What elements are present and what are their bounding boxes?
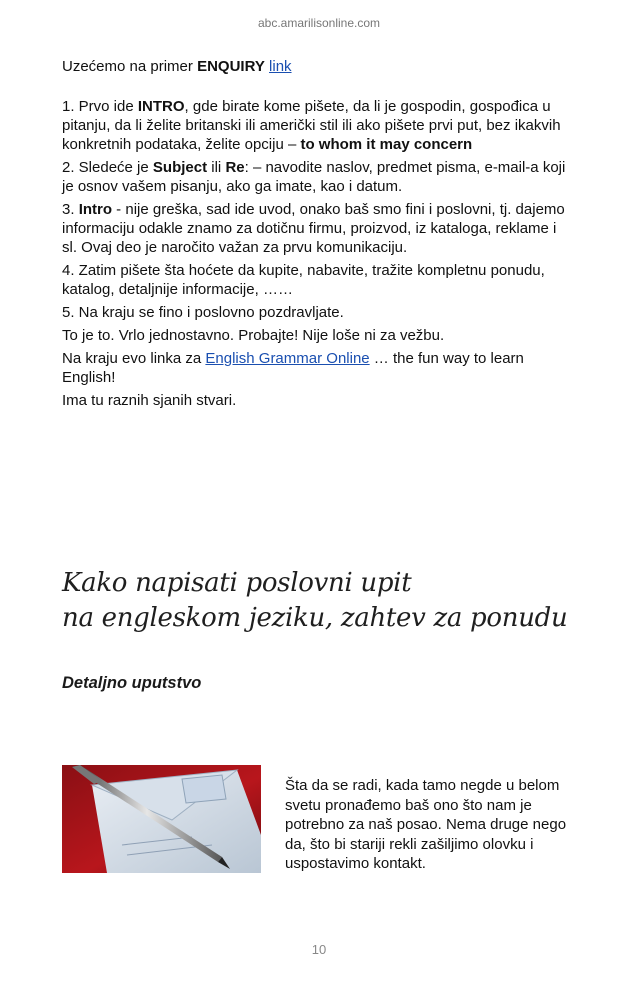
closing-line: To je to. Vrlo jednostavno. Probajte! Nije loše ni za vežbu. [62,327,445,344]
lead-line [62,58,292,75]
section-title-line-2: na engleskom jeziku, zahtev za ponudu [62,603,568,633]
english-grammar-online-link[interactable]: English Grammar Online [205,350,370,367]
page-number: 10 [311,942,327,957]
step-5: 5. Na kraju se fino i poslovno pozdravljate. [62,304,344,321]
section-intro-text: Šta da se radi, kada tamo negde u belom svetu pronađemo baš ono što nam je potrebno za naš posao. Nema druge nego da, što bi stariji rekli zašiljimo olovku i uspostavimo kontakt. [285,777,567,872]
lead-text: Uzećemo na primer [62,58,193,75]
grammar-link-line: Na kraju evo linka za English Grammar Online … the fun way to learn English! [62,350,524,386]
step-4: 4. Zatim pišete šta hoćete da kupite, nabavite, tražite kompletnu ponudu, katalog, detaljnije informacije, …… [62,262,545,298]
step-3: 3. Intro - nije greška, sad ide uvod, onako baš smo fini i poslovni, tj. dajemo informaciju odakle znamo za dotičnu firmu, proizvod, iz kataloga, reklame i sl. Ovaj deo je naročito važan za prvu komunikaciju. [62,201,565,256]
section-title-line-1: Kako napisati poslovni upit [62,568,412,598]
lead-bold-word: ENQUIRY [197,58,265,75]
section-title [62,566,602,636]
site-url-header: abc.amarilisonline.com [257,16,381,30]
step-2: 2. Sledeće je Subject ili Re: – navodite naslov, predmet pisma, e-mail-a koji je osnov vašem pisanju, ako ga imate, kao i datum. [62,159,566,195]
enquiry-link[interactable]: link [269,58,292,75]
section-subtitle: Detaljno uputstvo [62,674,202,692]
final-line: Ima tu raznih sjanih stvari. [62,392,237,409]
envelope-pen-photo [62,765,261,873]
steps-list [62,97,572,414]
step-1: 1. Prvo ide INTRO, gde birate kome pišete, da li je gospodin, gospođica u pitanju, da li želite britanski ili američki stil ili ako pišete prvi put, bez ikakvih konkretnih podataka, želite opciju – to whom it may concern [62,98,561,153]
